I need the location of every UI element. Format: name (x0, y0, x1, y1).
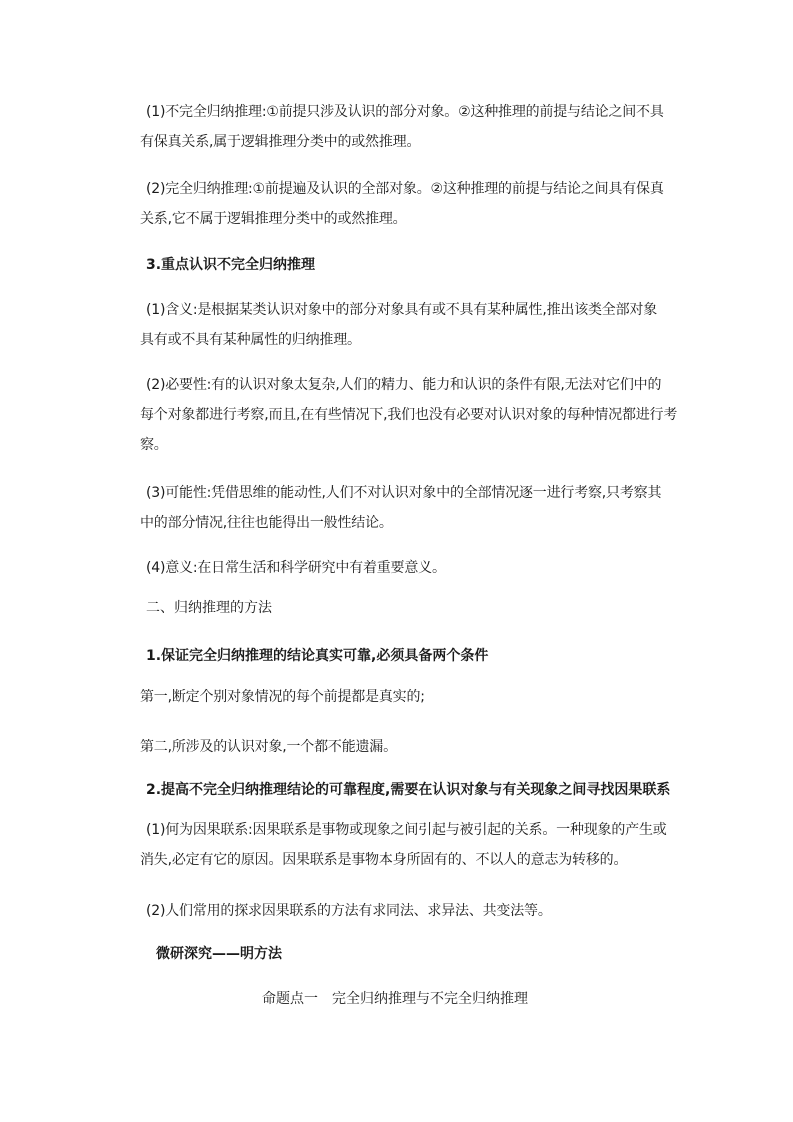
text-line: 每个对象都进行考察,而且,在有些情况下,我们也没有必要对认识对象的每种情况都进行考 (140, 407, 678, 423)
paragraph-condition-1 (140, 682, 680, 712)
text-line: (2)必要性:有的认识对象太复杂,人们的精力、能力和认识的条件有限,无法对它们中的 (146, 377, 662, 393)
text-line: 消失,必定有它的原因。因果联系是事物本身所固有的、不以人的意志为转移的。 (140, 852, 628, 868)
paragraph-significance (140, 553, 680, 583)
text-line: 具有或不具有某种属性的归纳推理。 (140, 332, 361, 348)
heading-2-causality: 2.提高不完全归纳推理结论的可靠程度,需要在认识对象与有关现象之间寻找因果联系 (146, 782, 671, 798)
paragraph-condition-2 (140, 732, 680, 762)
text-line: (3)可能性:凭借思维的能动性,人们不对认识对象中的全部情况逐一进行考察,只考察其 (146, 485, 662, 501)
text-line: (1)不完全归纳推理:①前提只涉及认识的部分对象。②这种推理的前提与结论之间不具 (146, 104, 664, 120)
paragraph-complete-induction (140, 174, 680, 234)
text-line: 中的部分情况,往往也能得出一般性结论。 (140, 515, 393, 531)
section-heading-methods: 二、归纳推理的方法 (146, 600, 272, 616)
text-line: 第二,所涉及的认识对象,一个都不能遗漏。 (140, 739, 397, 755)
paragraph-meaning (140, 295, 680, 355)
text-line: (2)完全归纳推理:①前提遍及认识的全部对象。②这种推理的前提与结论之间具有保真 (146, 181, 664, 197)
text-line: (4)意义:在日常生活和科学研究中有着重要意义。 (146, 560, 446, 576)
paragraph-methods (140, 896, 680, 926)
text-line: (1)何为因果联系:因果联系是事物或现象之间引起与被引起的关系。一种现象的产生或 (146, 822, 667, 838)
heading-1-conditions: 1.保证完全归纳推理的结论真实可靠,必须具备两个条件 (146, 648, 489, 664)
paragraph-necessity (140, 370, 680, 460)
topic-point-title: 命题点一 完全归纳推理与不完全归纳推理 (262, 991, 528, 1007)
text-line: (1)含义:是根据某类认识对象中的部分对象具有或不具有某种属性,推出该类全部对象 (146, 302, 657, 318)
text-line: 有保真关系,属于逻辑推理分类中的或然推理。 (140, 134, 421, 150)
text-line: 第一,断定个别对象情况的每个前提都是真实的; (140, 689, 425, 705)
paragraph-possibility (140, 478, 680, 538)
heading-3: 3.重点认识不完全归纳推理 (146, 257, 316, 273)
text-line: (2)人们常用的探求因果联系的方法有求同法、求异法、共变法等。 (146, 903, 552, 919)
section-heading-research: 微研深究——明方法 (156, 946, 282, 962)
text-line: 察。 (140, 437, 168, 453)
paragraph-incomplete-induction (140, 97, 680, 157)
paragraph-causal-link (140, 815, 680, 875)
text-line: 关系,它不属于逻辑推理分类中的或然推理。 (140, 211, 407, 227)
